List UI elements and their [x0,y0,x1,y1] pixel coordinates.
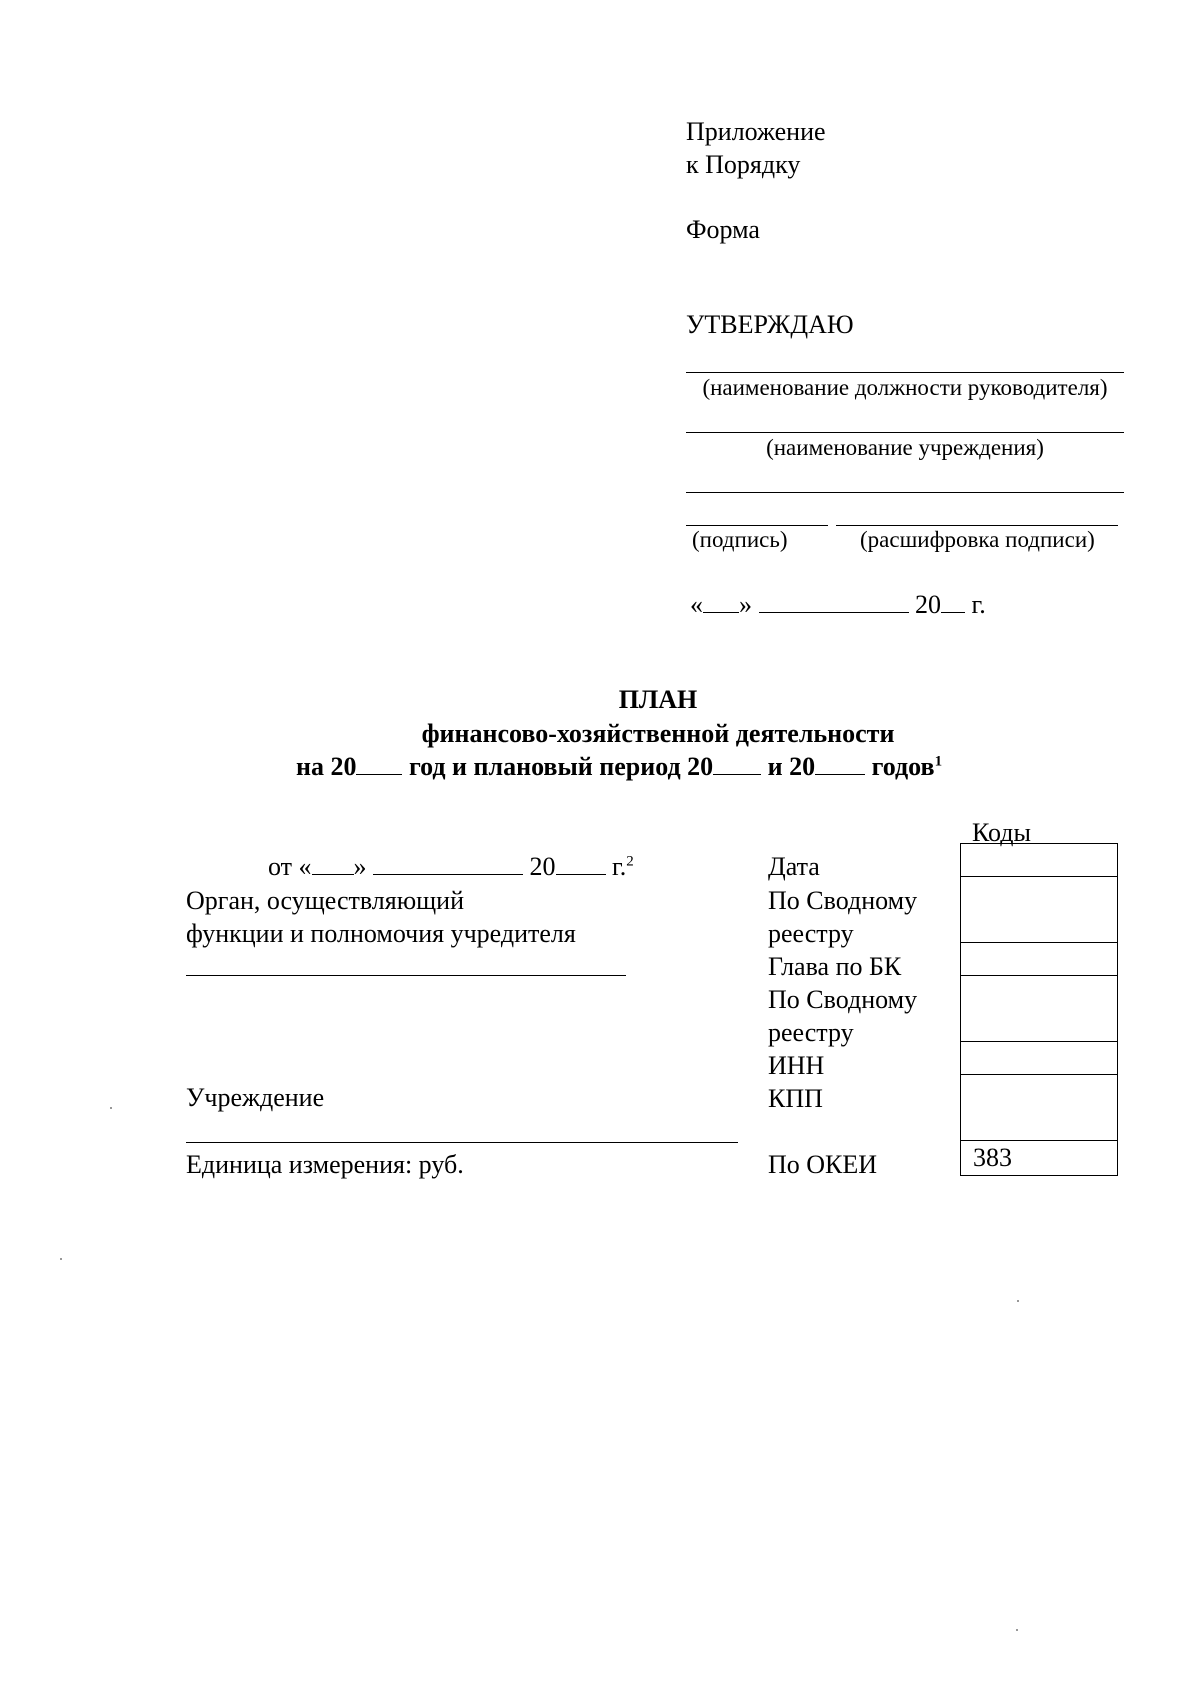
footnote-2: 2 [626,853,634,870]
code-cell-registry1-divider [961,942,1117,943]
founder-label-line1: Орган, осуществляющий [186,886,464,915]
position-caption: (наименование должности руководителя) [702,375,1108,400]
signature-decoding-line [836,525,1118,526]
scan-speck [1016,1629,1018,1631]
form-label: Форма [686,215,760,244]
document-subtitle: финансово-хозяйственной деятельности [421,719,895,748]
approval-year-suffix: г. [971,590,986,619]
approval-year-prefix: 20 [915,590,941,619]
code-label-registry1-line1: По Сводному [768,886,918,915]
scan-speck [60,1258,62,1260]
code-label-date: Дата [768,852,820,881]
code-cell-date-divider [961,876,1117,877]
approval-month-blank [759,590,909,613]
plan-month-blank [373,852,523,875]
code-label-registry2-line2: реестру [768,1018,854,1047]
signature-line [686,525,828,526]
approval-year-blank [941,590,965,613]
approval-date [690,590,986,620]
position-signature-line [686,372,1124,373]
founder-label-line2: функции и полномочия учредителя [186,919,576,948]
unit-label: Единица измерения: руб. [186,1150,464,1179]
code-cell-chapter-divider [961,975,1117,976]
plan-day-blank [312,852,354,875]
institution-signature-line [686,432,1124,433]
institution-label: Учреждение [186,1083,325,1112]
institution-line [186,1142,738,1143]
codes-header: Коды [972,818,1031,847]
code-cell-kpp-divider [961,1140,1117,1141]
code-label-kpp: КПП [768,1084,823,1113]
approval-day-blank [703,590,739,613]
scan-speck [110,1107,112,1109]
plan-year-prefix: 20 [529,852,556,881]
signature-decoding-caption: (расшифровка подписи) [860,527,1095,552]
plan-year-suffix: г. [612,852,627,881]
plan-year-blank [556,852,606,875]
period-year-blank [356,752,402,775]
code-value-okei: 383 [973,1143,1012,1172]
period-part1: на 20 [296,752,357,781]
appendix-label: Приложение [686,117,826,146]
codes-table [960,843,1118,1176]
code-cell-registry2-divider [961,1041,1117,1042]
code-label-inn: ИНН [768,1051,825,1080]
period-part2: год и плановый период 20 [408,752,714,781]
period-plan-year2-blank [815,752,865,775]
document-title: ПЛАН [618,685,698,714]
plan-date-from: от « [268,852,312,881]
code-label-registry2-line1: По Сводному [768,985,918,1014]
period-plan-year1-blank [713,752,761,775]
approve-label: УТВЕРЖДАЮ [686,310,854,339]
founder-line [186,975,626,976]
institution-extra-line [686,492,1124,493]
code-label-okei: По ОКЕИ [768,1150,878,1179]
scan-speck [1017,1300,1019,1302]
approval-date-close-quote: » [739,590,752,619]
code-label-chapter: Глава по БК [768,952,902,981]
code-cell-inn-divider [961,1074,1117,1075]
approval-date-open-quote: « [690,590,703,619]
period-part3: и 20 [767,752,816,781]
footnote-1: 1 [934,753,943,770]
period-part4: годов [871,752,935,781]
plan-date [268,852,634,882]
signature-caption: (подпись) [692,527,788,552]
institution-caption: (наименование учреждения) [766,435,1044,460]
document-period [296,752,942,782]
code-label-registry1-line2: реестру [768,919,854,948]
plan-date-close-quote: » [353,852,367,881]
to-order-label: к Порядку [686,150,801,179]
